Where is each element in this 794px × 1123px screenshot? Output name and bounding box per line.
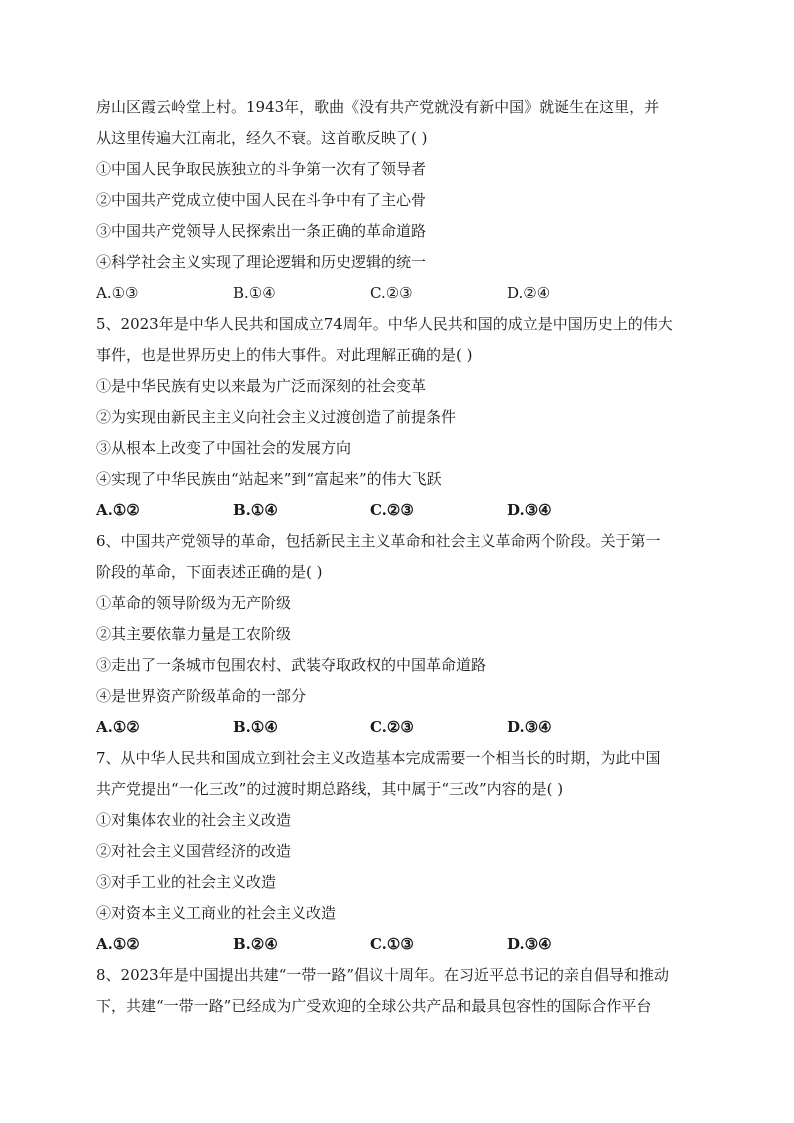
question-stem-line: 房山区霞云岭堂上村。1943年，歌曲《没有共产党就没有新中国》就诞生在这里，并: [96, 98, 660, 116]
question-stem-line: 阶段的革命，下面表述正确的是( ): [96, 563, 323, 581]
option-d: D.③④: [507, 935, 552, 953]
answer-options: [96, 712, 706, 743]
option-c: C.①③: [370, 935, 414, 953]
option-d: D.③④: [507, 718, 552, 736]
question-stem-line: 从这里传遍大江南北，经久不衰。这首歌反映了( ): [96, 129, 428, 147]
statement-item: ④是世界资产阶级革命的一部分: [96, 687, 307, 705]
question-stem-line: 8、2023年是中国提出共建“一带一路”倡议十周年。在习近平总书记的亲自倡导和推动: [96, 966, 670, 984]
option-c: C.②③: [370, 718, 414, 736]
statement-item: ②其主要依靠力量是工农阶级: [96, 625, 292, 643]
statement-item: ④对资本主义工商业的社会主义改造: [96, 904, 337, 922]
statement-item: ②对社会主义国营经济的改造: [96, 842, 292, 860]
statement-item: ①是中华民族有史以来最为广泛而深刻的社会变革: [96, 377, 427, 395]
statement-item: ②中国共产党成立使中国人民在斗争中有了主心骨: [96, 191, 427, 209]
question-stem-line: 共产党提出“一化三改”的过渡时期总路线，其中属于“三改”内容的是( ): [96, 780, 564, 798]
statement-item: ①对集体农业的社会主义改造: [96, 811, 292, 829]
option-c: C.②③: [370, 284, 413, 302]
question-stem-line: 7、从中华人民共和国成立到社会主义改造基本完成需要一个相当长的时期，为此中国: [96, 749, 661, 767]
statement-item: ③中国共产党领导人民探索出一条正确的革命道路: [96, 222, 427, 240]
statement-item: ①中国人民争取民族独立的斗争第一次有了领导者: [96, 160, 427, 178]
question-block: [96, 743, 706, 960]
answer-options: [96, 929, 706, 960]
answer-options: [96, 495, 706, 526]
option-c: C.②③: [370, 501, 414, 519]
statement-item: ③从根本上改变了中国社会的发展方向: [96, 439, 352, 457]
option-b: B.②④: [233, 935, 278, 953]
answer-options: [96, 278, 706, 309]
statement-item: ①革命的领导阶级为无产阶级: [96, 594, 292, 612]
question-block: [96, 526, 706, 743]
statement-item: ④科学社会主义实现了理论逻辑和历史逻辑的统一: [96, 253, 427, 271]
option-b: B.①④: [233, 718, 278, 736]
option-b: B.①④: [233, 284, 276, 302]
statement-item: ②为实现由新民主主义向社会主义过渡创造了前提条件: [96, 408, 457, 426]
question-block: [96, 92, 706, 309]
option-b: B.①④: [233, 501, 278, 519]
option-a: A.①②: [96, 935, 140, 953]
question-stem-line: 6、中国共产党领导的革命，包括新民主主义革命和社会主义革命两个阶段。关于第一: [96, 532, 661, 550]
question-stem-line: 下，共建“一带一路”已经成为广受欢迎的全球公共产品和最具包容性的国际合作平台: [96, 997, 652, 1015]
question-stem-line: 事件，也是世界历史上的伟大事件。对此理解正确的是( ): [96, 346, 473, 364]
statement-item: ④实现了中华民族由“站起来”到“富起来”的伟大飞跃: [96, 470, 442, 488]
statement-item: ③走出了一条城市包围农村、武装夺取政权的中国革命道路: [96, 656, 487, 674]
option-a: A.①②: [96, 718, 140, 736]
question-stem-line: 5、2023年是中华人民共和国成立74周年。中华人民共和国的成立是中国历史上的伟大: [96, 315, 673, 333]
option-a: A.①③: [96, 284, 139, 302]
question-block: [96, 309, 706, 526]
question-block: [96, 960, 706, 1022]
statement-item: ③对手工业的社会主义改造: [96, 873, 277, 891]
option-a: A.①②: [96, 501, 140, 519]
document-page: [96, 92, 706, 1022]
option-d: D.②④: [507, 284, 551, 302]
option-d: D.③④: [507, 501, 552, 519]
